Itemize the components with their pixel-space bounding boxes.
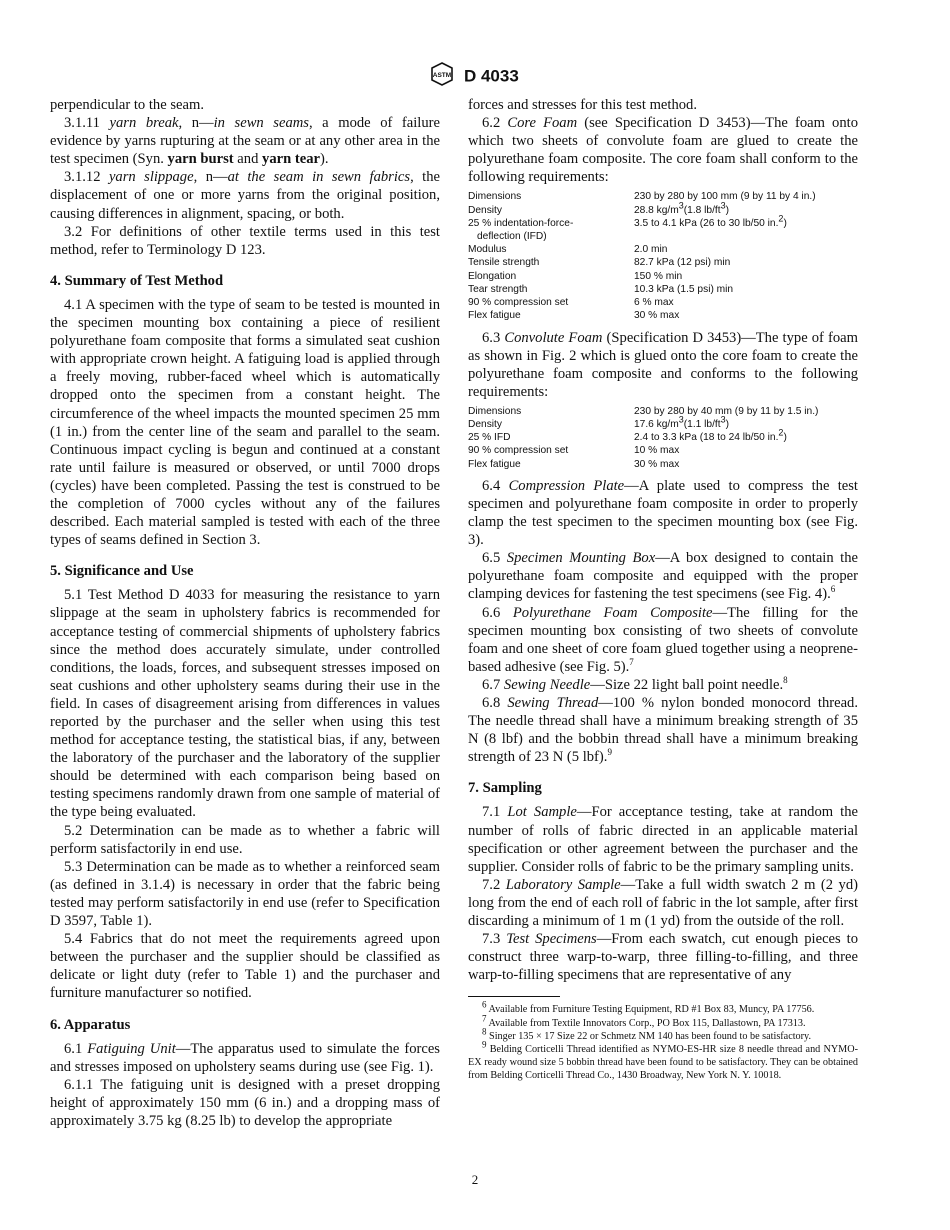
paragraph-3-1-12: 3.1.12 yarn slippage, n—at the seam in sewn fabrics, the displacement of one or more yarns from the original position, causing differences in alignment, spacing, or both. [50,169,440,222]
svg-text:ASTM: ASTM [433,72,452,79]
paragraph-continued: perpendicular to the seam. [50,97,204,113]
core-foam-requirements-table [468,190,858,322]
paragraph-5-1: 5.1 Test Method D 4033 for measuring the resistance to yarn slippage at the seam in upholstery fabrics is recommended for acceptance testing of commercial shipments of upholstery fabrics since the method does accurately simulate, under controlled conditions, the loads, forces, and subsequent stresses imposed on seat cushions and other upholstery seams during their use in the field. In cases of disagreement arising from differences in values reported by the purchaser and the seller when using this test method for acceptance testing, the statistical bias, if any, between the laboratory of the purchaser and the laboratory of the supplier should be determined with each comparison being based on testing specimens randomly drawn from one sample of material of the type being evaluated. [50,587,440,821]
paragraph-7-1: 7.1 Lot Sample—For acceptance testing, take at random the number of rolls of fabric directed in an applicable material specification or other agreement between the purchaser and the supplier. Consider rolls of fabric to be the primary sampling units. [468,804,859,875]
paragraph-5-3: 5.3 Determination can be made as to whether a reinforced seam (as defined in 3.1.4) is necessary in order that the fabric being tested may perform satisfactorily in end use (refer to Specification D 3597, Table 1). [50,858,440,930]
table-row: Density 28.8 $kg/m^3(1.8$ $lb/ft^3$) [468,200,729,216]
section-heading-6: 6. Apparatus [50,1016,131,1033]
paragraph-6-3: 6.3 Convolute Foam (Specification D 3453)—The type of foam as shown in Fig. 2 which is glued onto the core foam to create the polyurethane foam composite and conforms to the following requirements: [468,329,858,400]
table-row: Modulus 2.0 min [468,244,668,256]
section-heading-4: 4. Summary of Test Method [50,272,224,289]
paragraph-6-8: 6.8 Sewing Thread—100 % nylon bonded monocord thread. The needle thread shall have a minimum breaking strength of 35 N (8 lbf) and the bobbin thread shall have a minimum breaking strength of 23 N (5 lbf).$^9$ [468,695,858,766]
table-row: 90 % compression set 10 % max [468,445,680,457]
paragraph-7-2: 7.2 Laboratory Sample—Take a full width swatch 2 m (2 yd) long from the end of each roll of fabric in the lot sample, after first discarding a minimum of 1 m (1 yd) from the outside of the roll. [468,876,858,930]
page-number: 2 [471,1172,479,1187]
paragraph-6-5: 6.5 Specimen Mounting Box—A box designed to contain the polyurethane foam composite and equipped with the proper clamping devices for fastening the test specimens (see Fig. 4).$^6$ [468,550,859,603]
footnote: $^8$ Singer 135 × 17 Size 22 or Schmetz NM 140 has been found to be satisfactory. [482,1026,812,1042]
footnote: $^7$ Available from Textile Innovators Corp., PO Box 115, Dallastown, PA 17313. [482,1013,806,1029]
table-row: Elongation 150 % min [468,270,683,282]
section-heading-7: 7. Sampling [468,780,542,797]
paragraph-6-6: 6.6 Polyurethane Foam Composite—The filling for the specimen mounting box consisting of two sheets of convolute foam and one sheet of core foam glued together using a neoprene-based adhesive (see Fig. 5).$^7$ [468,604,858,675]
paragraph-6-1-1: 6.1.1 The fatiguing unit is designed with a preset dropping height of approximately 150 mm (6 in.) and a dropping mass of approximately 3.75 kg (8.25 lb) to develop the appropriate [50,1076,440,1129]
paragraph-6-4: 6.4 Compression Plate—A plate used to compress the test specimen and polyurethane foam composite in order to properly clamp the test specimen to the specimen mounting box (see Fig. 3). [468,477,858,549]
section-heading-5: 5. Significance and Use [50,563,194,580]
table-row: Flex fatigue 30 % max [468,310,680,322]
right-column [468,96,858,1083]
paragraph-4-1: 4.1 A specimen with the type of seam to be tested is mounted in the specimen mounting box containing a piece of resilient polyurethane foam composite that forms a simulated seat cushion with appropriate crown height. A fatiguing load is applied through a freely moving, rubber-faced wheel which is automatically dropped onto the specimen from a constant height. The circumference of the wheel impacts the mounted specimen 25 mm (1 in.) from the center line of the seam and parallel to the seam. Continuous impact cycling is begun and continued at a constant rate until failure is measured or observed, or until 7000 drops (cycles) have been completed. Passing the test is construed to be the completion of 7000 cycles without any of the failures described. Each material sampled is tested with each of the three types of seams defined in Section 3. [50,296,440,549]
convolute-foam-requirements-table [468,405,858,471]
footnote: $^9$ Belding Corticelli Thread identified as NYMO-ES-HR size 8 needle thread and NYMO-EX ready wound size 5 bobbin thread have been found to be satisfactory. They can be obtained from Belding Corticelli Thread Co., 1430 Broadway, New York N. Y. 10018. [468,1039,858,1082]
designation: D 4033 [463,66,519,86]
table-row: Dimensions 230 by 280 by 40 mm (9 by 11 by 1.5 in.) [468,405,819,417]
table-row: Dimensions 230 by 280 by 100 mm (9 by 11 by 4 in.) [468,191,816,203]
left-column [50,96,440,1130]
table-row: 25 % IFD 2.4 to 3.3 kPa (18 to 24 lb/50 in.$^2$) [468,427,787,444]
table-row: 90 % compression set 6 % max [468,297,674,309]
table-row: 25 % indentation-force- deflection (IFD) 3.5 to 4.1 kPa (26 to 30 lb/50 in.$^2$) [468,213,787,243]
paragraph-7-3: 7.3 Test Specimens—From each swatch, cut enough pieces to construct three warp-to-warp, three filling-to-filling, and three warp-to-filling specimens that are representative of any [468,931,858,984]
footnote: $^6$ Available from Furniture Testing Equipment, RD #1 Box 83, Muncy, PA 17756. [482,1000,815,1016]
table-row: Tear strength 10.3 kPa (1.5 psi) min [468,283,734,295]
paragraph-continued: forces and stresses for this test method. [468,97,697,113]
page-header [0,62,950,91]
footnote-divider [468,996,560,997]
astm-logo-icon [431,62,453,91]
table-row: Tensile strength 82.7 kPa (12 psi) min [468,257,731,269]
paragraph-3-2: 3.2 For definitions of other textile terms used in this test method, refer to Terminology D 123. [50,223,440,258]
table-row: Density 17.6 $kg/m^3(1.1$ $lb/ft^3$) [468,414,729,431]
paragraph-5-4: 5.4 Fabrics that do not meet the requirements agreed upon between the purchaser and the supplier should be classified as delicate or light duty (refer to Table 1) and the purchaser and furniture manufacturer so notified. [50,931,440,1002]
paragraph-6-1: 6.1 Fatiguing Unit—The apparatus used to simulate the forces and stresses imposed on upholstery seams during use (see Fig. 1). [50,1040,440,1075]
paragraph-5-2: 5.2 Determination can be made as to whether a fabric will perform satisfactorily in end use. [50,822,440,857]
paragraph-6-7: 6.7 Sewing Needle—Size 22 light ball point needle.$^8$ [482,675,788,693]
paragraph-6-2: 6.2 Core Foam (see Specification D 3453)—The foam onto which two sheets of convolute foam are glued to create the polyurethane foam composite. The core foam shall conform to the following requirements: [468,115,858,186]
table-row: Flex fatigue 30 % max [468,458,680,470]
paragraph-3-1-11: 3.1.11 yarn break, n—in sewn seams, a mode of failure evidence by yarns rupturing at the seam or at any other area in the test specimen (Syn. yarn burst and yarn tear). [50,115,440,168]
